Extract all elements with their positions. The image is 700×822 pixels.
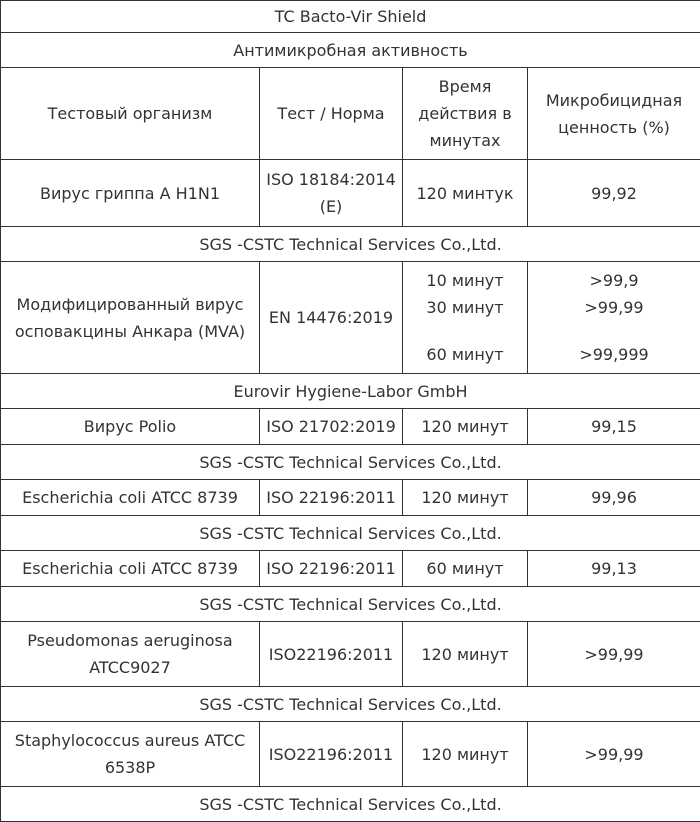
test-cell: ISO 22196:2011 [260, 551, 403, 587]
organism-cell: Модифицированный вирус осповакцины Анкара (MVA) [1, 262, 260, 374]
value-cell: >99,99 [528, 622, 700, 687]
value-cell: >99,99 [528, 722, 700, 787]
lab-cell: Eurovir Hygiene-Labor GmbH [1, 374, 700, 409]
lab-row [1, 587, 700, 622]
table-subtitle: Антимикробная активность [1, 33, 700, 68]
lab-cell: SGS -CSTC Technical Services Co.,Ltd. [1, 787, 700, 822]
lab-row [1, 445, 700, 480]
lab-row [1, 516, 700, 551]
header-time: Время действия в минутах [403, 68, 528, 160]
value-cell: 99,92 [528, 160, 700, 227]
value-cell [528, 262, 700, 374]
value-value: >99,99 [584, 298, 644, 317]
organism-cell: Escherichia coli ATCC 8739 [1, 551, 260, 587]
header-test: Тест / Норма [260, 68, 403, 160]
test-cell: ISO 21702:2019 [260, 409, 403, 445]
subtitle-row [1, 33, 700, 68]
lab-cell: SGS -CSTC Technical Services Co.,Ltd. [1, 687, 700, 722]
table-row [1, 622, 700, 687]
test-cell: ISO22196:2011 [260, 622, 403, 687]
header-row [1, 68, 700, 160]
table-row [1, 409, 700, 445]
lab-cell: SGS -CSTC Technical Services Co.,Ltd. [1, 445, 700, 480]
lab-row [1, 374, 700, 409]
time-cell: 120 минут [403, 409, 528, 445]
value-cell: 99,13 [528, 551, 700, 587]
organism-cell: Escherichia coli ATCC 8739 [1, 480, 260, 516]
header-value: Микробицидная ценность (%) [528, 68, 700, 160]
lab-cell: SGS -CSTC Technical Services Co.,Ltd. [1, 587, 700, 622]
spacer [534, 321, 694, 341]
time-value: 30 минут [426, 298, 504, 317]
organism-cell: Staphylococcus aureus ATCC 6538P [1, 722, 260, 787]
test-cell: ISO 22196:2011 [260, 480, 403, 516]
time-value: 10 минут [426, 271, 504, 290]
organism-cell: Pseudomonas aeruginosa ATCC9027 [1, 622, 260, 687]
lab-cell: SGS -CSTC Technical Services Co.,Ltd. [1, 227, 700, 262]
value-value: >99,999 [579, 345, 649, 364]
lab-row [1, 687, 700, 722]
table-row [1, 160, 700, 227]
time-cell: 120 минут [403, 622, 528, 687]
time-cell: 120 минут [403, 722, 528, 787]
table-row [1, 262, 700, 374]
spacer [409, 321, 521, 341]
value-cell: 99,15 [528, 409, 700, 445]
header-organism: Тестовый организм [1, 68, 260, 160]
table-row [1, 722, 700, 787]
value-value: >99,9 [589, 271, 639, 290]
time-cell: 60 минут [403, 551, 528, 587]
title-row [1, 1, 700, 33]
time-cell [403, 262, 528, 374]
test-cell: EN 14476:2019 [260, 262, 403, 374]
lab-row [1, 227, 700, 262]
lab-row [1, 787, 700, 822]
time-value: 60 минут [426, 345, 504, 364]
time-cell: 120 минтук [403, 160, 528, 227]
time-cell: 120 минут [403, 480, 528, 516]
table-row [1, 480, 700, 516]
table-row [1, 551, 700, 587]
test-cell: ISO 18184:2014 (E) [260, 160, 403, 227]
organism-cell: Вирус гриппа А H1N1 [1, 160, 260, 227]
test-cell: ISO22196:2011 [260, 722, 403, 787]
organism-cell: Вирус Polio [1, 409, 260, 445]
lab-cell: SGS -CSTC Technical Services Co.,Ltd. [1, 516, 700, 551]
value-cell: 99,96 [528, 480, 700, 516]
table-title: TC Bacto-Vir Shield [1, 1, 700, 33]
